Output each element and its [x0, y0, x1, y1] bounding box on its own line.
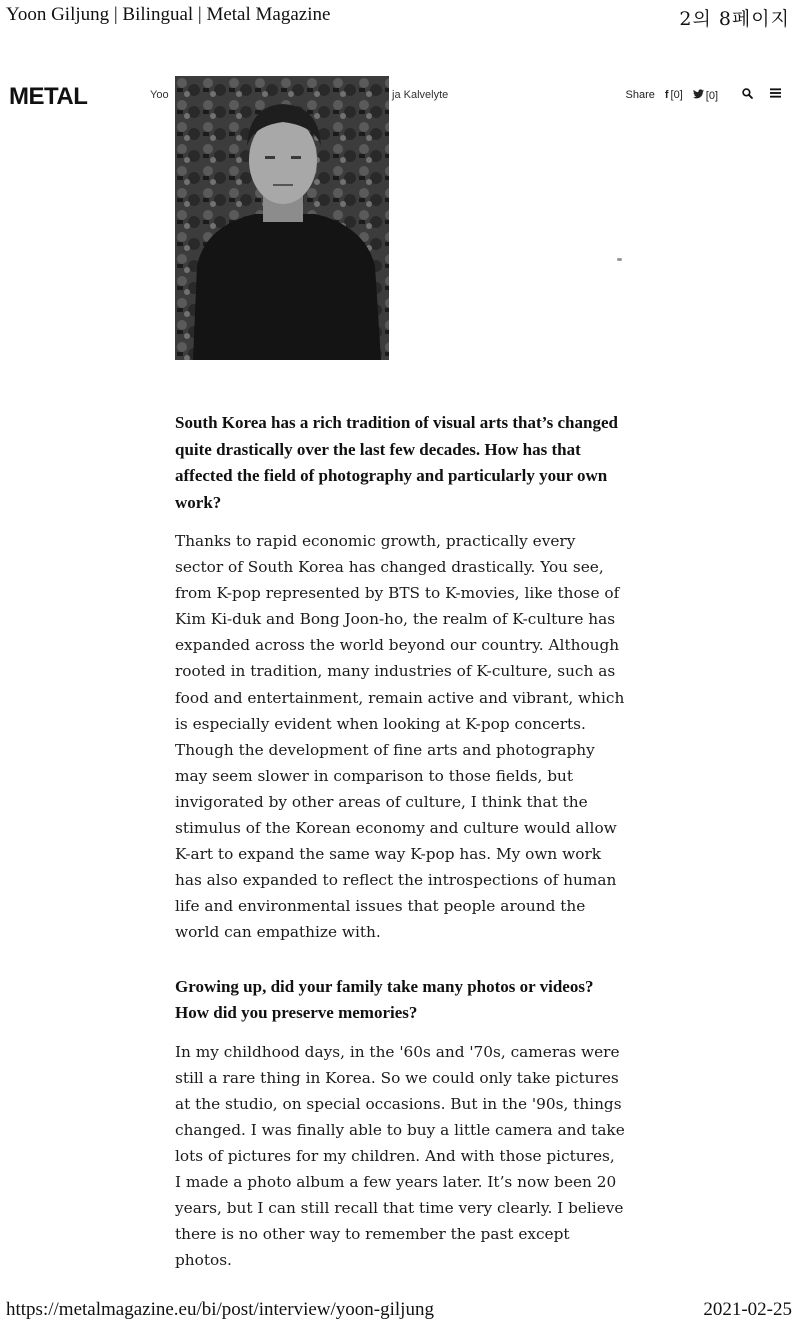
facebook-share-button[interactable]: [665, 89, 683, 101]
twitter-count: [0]: [705, 89, 718, 102]
menu-icon: [770, 88, 781, 98]
twitter-share-button[interactable]: [693, 89, 718, 102]
search-button[interactable]: [742, 88, 756, 102]
artist-portrait-photo: [175, 76, 389, 360]
share-label: Share: [625, 89, 655, 101]
share-bar: [626, 88, 785, 102]
interview-question: South Korea has a rich tradition of visual arts that’s changed quite drastically over the last few decades. How has that affected the field of photography and particularly your own work?: [175, 413, 618, 512]
menu-button[interactable]: [770, 88, 784, 102]
nav-credit-fragment: ja Kalvelyte: [392, 89, 449, 101]
interview-article: [175, 410, 625, 1301]
site-logo[interactable]: METAL: [9, 83, 88, 110]
print-page-number: 2의 8페이지: [679, 8, 790, 30]
scan-speck: [617, 258, 622, 261]
interview-answer: In my childhood days, in the '60s and '70s, cameras were still a rare thing in Korea. So we could only take pictures at the studio, on special occasions. But in the '90s, things changed. I was finally able to buy a little camera and take lots of pictures for my children. And with those pictures, I made a photo album a few years later. It’s now been 20 years, but I can still recall that time very clearly. I believe there is no other way to remember the past except photos.: [175, 1042, 625, 1270]
print-header-title: Yoon Giljung | Bilingual | Metal Magazine: [6, 4, 331, 25]
interview-question: Growing up, did your family take many photos or videos? How did you preserve memories?: [175, 976, 594, 1022]
print-footer-url: https://metalmagazine.eu/bi/post/interview/yoon-giljung: [6, 1299, 434, 1320]
facebook-count: [0]: [670, 89, 683, 101]
search-icon: [742, 88, 753, 99]
twitter-icon: [693, 89, 704, 102]
facebook-icon: f: [664, 89, 669, 101]
nav-title-fragment: Yoo: [150, 89, 169, 101]
print-footer-date: 2021-02-25: [703, 1299, 792, 1320]
interview-answer: Thanks to rapid economic growth, practically every sector of South Korea has changed drastically. You see, from K-pop represented by BTS to K-movies, like those of Kim Ki-duk and Bong Joon-ho, the realm of K-culture has expanded across the world beyond our country. Although rooted in tradition, many industries of K-culture, such as food and entertainment, remain active and vibrant, which is especially evident when looking at K-pop concerts. Though the development of fine arts and photography may seem slower in comparison to those fields, but invigorated by other areas of culture, I think that the stimulus of the Korean economy and culture would allow K-art to expand the same way K-pop has. My own work has also expanded to reflect the introspections of human life and environmental issues that people around the world can empathize with.: [175, 532, 625, 942]
